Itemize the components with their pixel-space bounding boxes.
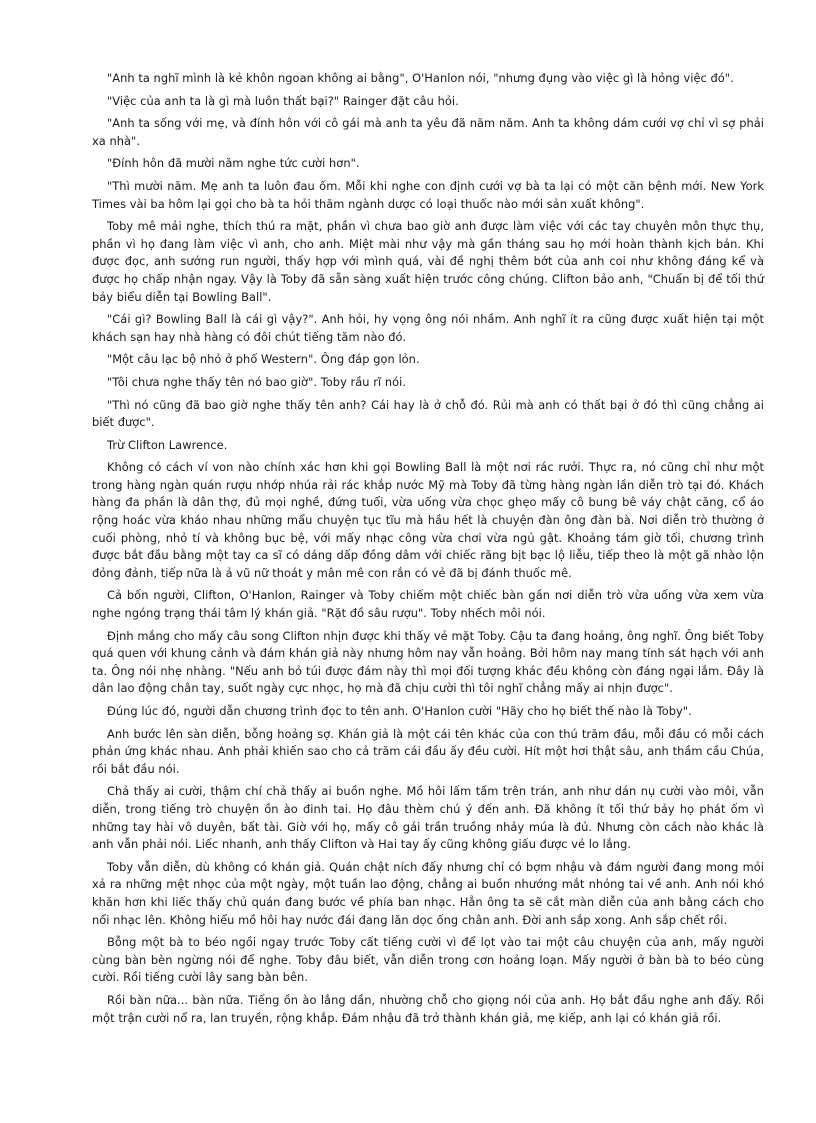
paragraph: "Thì nó cũng đã bao giờ nghe thấy tên anh? Cái hay là ở chỗ đó. Rủi mà anh có thất bại ở đó thì cũng chẳng ai biết được". [92,397,764,430]
document-page [92,70,764,1032]
paragraph: Rồi bàn nữa... bàn nữa. Tiếng ồn ào lắng dần, nhường chỗ cho giọng nói của anh. Họ bắt đầu nghe anh đấy. Rồi một trận cười nổ ra, lan truyền, rộng khắp. Đám nhậu đã trở thành khán giả, mẹ kiếp, anh lại có khán giả rồi. [92,992,764,1025]
paragraph: "Thì mười năm. Mẹ anh ta luôn đau ốm. Mỗi khi nghe con định cưới vợ bà ta lại có một căn bệnh mới. New York Times vài ba hôm lại gọi cho bà ta hỏi thăm ngành dược có loại thuốc nào mới sản xuất không". [92,178,764,211]
paragraph: Cả bốn người, Clifton, O'Hanlon, Rainger và Toby chiếm một chiếc bàn gần nơi diễn trò vừa uống vừa xem vừa nghe ngóng trạng thái tâm lý khán giả. "Rặt đồ sâu rượu". Toby nhếch môi nói. [92,588,764,621]
paragraph: Anh bước lên sàn diễn, bỗng hoảng sợ. Khán giả là một cái tên khác của con thú trăm đầu, mỗi đầu có mỗi cách phản ứng khác nhau. Anh phải khiến sao cho cả trăm cái đầu ấy đều cười. Hít một hơi thật sâu, anh thầm cầu Chúa, rồi bắt đầu nói. [92,726,764,776]
paragraph: Trừ Clifton Lawrence. [107,437,228,452]
paragraph: "Cái gì? Bowling Ball là cái gì vậy?". Anh hỏi, hy vọng ông nói nhầm. Anh nghĩ ít ra cũng được xuất hiện tại một khách sạn hay nhà hàng có đôi chút tiếng tăm nào đó. [92,312,764,344]
paragraph: "Anh ta sống với mẹ, và đính hôn với cô gái mà anh ta yêu đã năm năm. Anh ta không dám cưới vợ chỉ vì sợ phải xa nhà". [92,116,764,148]
paragraph: "Một câu lạc bộ nhỏ ở phố Western". Ông đáp gọn lỏn. [107,352,420,367]
paragraph: "Tôi chưa nghe thấy tên nó bao giờ". Toby rầu rĩ nói. [107,374,407,389]
paragraph: Đúng lúc đó, người dẫn chương trình đọc to tên anh. O'Hanlon cười "Hãy cho họ biết thế nào là Toby". [107,704,692,718]
paragraph: Chả thấy ai cười, thậm chí chả thấy ai buồn nghe. Mồ hôi lấm tấm trên trán, anh như dán nụ cười vào môi, vẫn diễn, trong tiếng trò chuyện ồn ào đinh tai. Họ đâu thèm chú ý đến anh. Đã không ít tối thứ bảy họ phát ốm vì những tay hài vô duyên, bất tài. Giờ với họ, mấy cô gái trần truồng nhảy múa là đủ. Nhưng còn cách nào khác là anh vẫn phải nói. Liếc nhanh, anh thấy Clifton và Hai tay ấy cũng không giấu được vẻ lo lắng. [92,784,764,852]
paragraph: Toby vẫn diễn, dù không có khán giả. Quán chật ních đấy nhưng chỉ có bợm nhậu và đám người đang mong mỏi xả ra những mệt nhọc của một ngày, một tuần lao động, chẳng ai buồn nhướng mắt nhỏng tai về anh. Anh nói khó khăn hơn khi liếc thấy chủ quán đang bước về phía ban nhạc. Hẳn ông ta sẽ cắt màn diễn của anh bằng cách cho nổi nhạc lên. Không hiểu mồ hôi hay nước đái đang lăn dọc ống chân anh. Đời anh sắp xong. Anh sắp chết rồi. [92,859,764,927]
paragraph: Bỗng một bà to béo ngồi ngay trước Toby cất tiếng cười vì để lọt vào tai một câu chuyện của anh, mấy người cùng bàn bèn ngừng nói để nghe. Toby đâu biết, vẫn diễn trong cơn hoảng loạn. Mấy người ở bàn bà to béo cùng cười. Rồi tiếng cười lây sang bàn bên. [92,935,764,985]
paragraph: Không có cách ví von nào chính xác hơn khi gọi Bowling Ball là một nơi rác rưởi. Thực ra, nó cũng chỉ như một trong hàng ngàn quán rượu nhớp nhúa rải rác khắp nước Mỹ mà Toby đã từng hàng ngàn lần diễn trò tại đó. Khách hàng đa phần là dân thợ, đủ mọi nghề, đứng tuổi, vừa uống vừa chọc ghẹo mấy cô bung bê váy chật căng, cổ áo rộng hoác vừa kháo nhau những mẩu chuyện tục tĩu mà hầu hết là chuyện đàn ông đàn bà. Nơi diễn trò thường ở cuối phòng, nhỏ tí và không bục bệ, với mấy nhạc công vừa chơi vừa ngủ gật. Khoảng tám giờ tối, chương trình được bắt đầu bằng một tay ca sĩ có dáng dấp đồng dâm với chiếc răng bịt bạc lộ liễu, tiếp theo là một gã nhào lộn đỏng đảnh, tiếp nữa là ả vũ nữ thoát y mân mê con rắn có vẻ đã bị đánh thuốc mê. [92,460,764,580]
paragraph: "Đính hôn đã mười năm nghe tức cười hơn". [107,156,360,171]
paragraph: Định mắng cho mấy câu song Clifton nhịn được khi thấy vẻ mặt Toby. Cậu ta đang hoảng, ông nghĩ. Ông biết Toby quá quen với khung cảnh và đám khán giả này nhưng hôm nay vẫn hoảng. Bởi hôm nay mang tính sát hạch với anh ta. Ông nói nhẹ nhàng. "Nếu anh bỏ túi được đám này thì mọi đối tượng khác đều không còn đáng ngại lắm. Đây là dân lao động chân tay, suốt ngày cực nhọc, họ mà đã chịu cười thì tôi nghĩ chẳng mấy ai nhịn được". [92,628,764,696]
paragraph: "Việc của anh ta là gì mà luôn thất bại?" Rainger đặt câu hỏi. [107,93,459,108]
paragraph: "Anh ta nghĩ mình là kẻ khôn ngoan không ai bằng", O'Hanlon nói, "nhưng đụng vào việc gì là hỏng việc đó". [107,71,734,85]
paragraph: Toby mê mải nghe, thích thú ra mặt, phần vì chưa bao giờ anh được làm việc với các tay chuyên môn thực thụ, phần vì họ đang làm việc vì anh, cho anh. Miệt mài như vậy mà gần tháng sau họ mới hoàn thành kịch bản. Khi được đọc, anh sướng run người, thấy hợp với mình quá, vài đề nghị thêm bớt của anh coi như không đáng kể và được họ chấp nhận ngay. Vậy là Toby đã sẵn sàng xuất hiện trước công chúng. Clifton bảo anh, "Chuẩn bị để tối thứ bảy biểu diễn tại Bowling Ball". [92,219,764,304]
